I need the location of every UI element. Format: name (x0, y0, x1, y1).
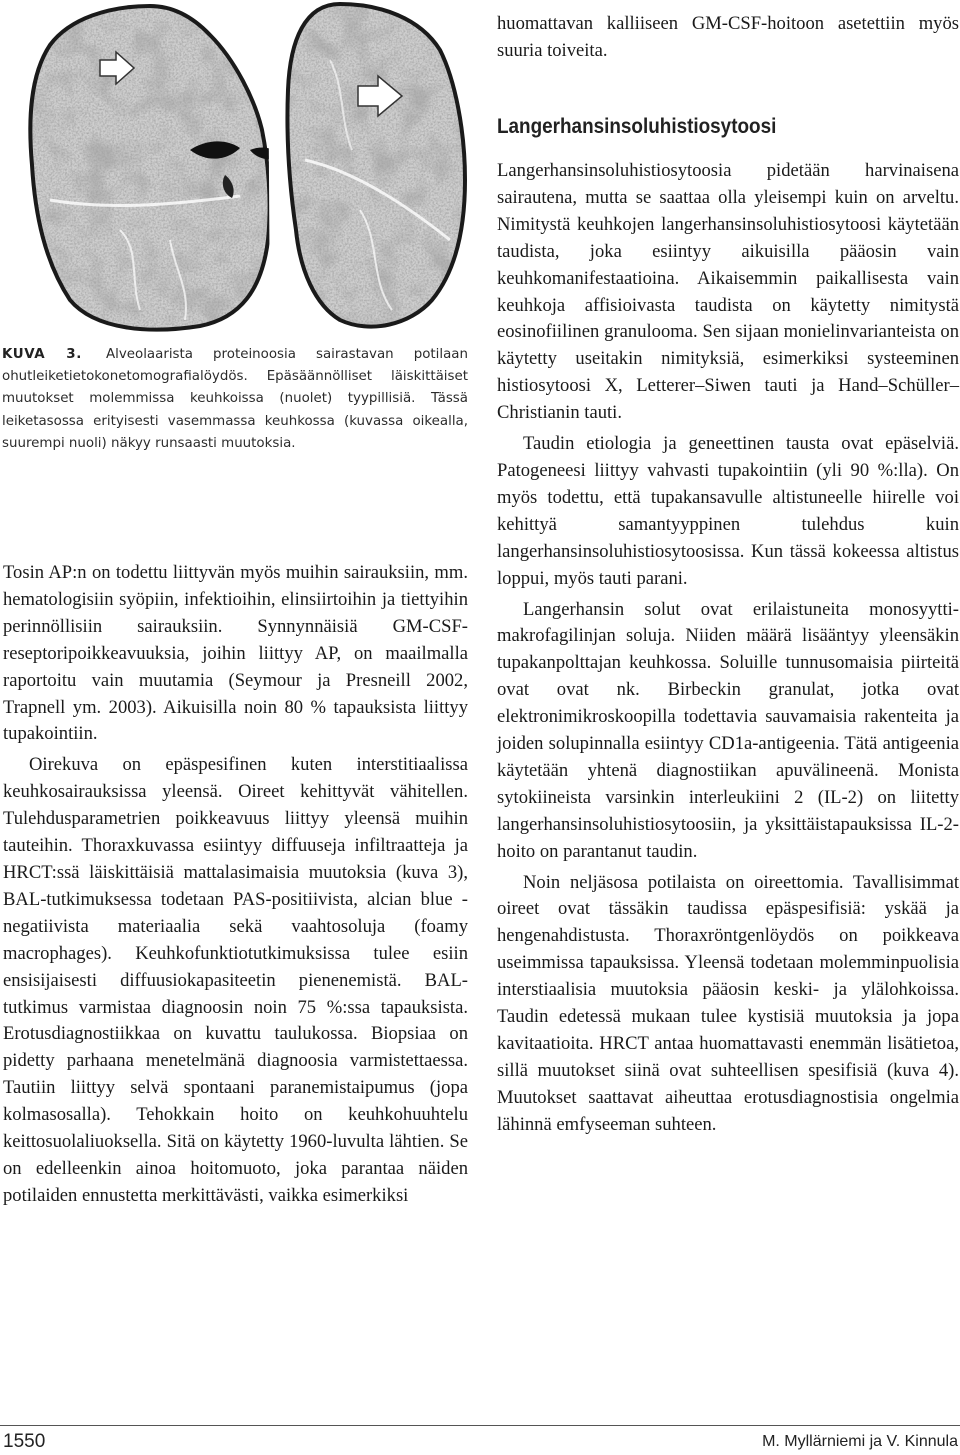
section-heading: Langerhansinsoluhistiosytoosi (497, 115, 777, 138)
page-number: 1550 (3, 1431, 46, 1452)
ct-scan-figure (0, 0, 468, 335)
body-paragraph: Langerhansinsoluhistiosytoosia pidetään harvinaisena sairautena, mutta se saattaa olla yleisempi kuin on arveltu. Nimitystä keuhkojen langerhansinsoluhistiosytoosi käytetään taudista, joka esiintyy aikuisilla pääosin vain keuhkomanifestaatioina. Aikaisemmin paikallisesta vain keuhkoja affisioivasta taudista on käytetty nimitystä eosinofiilinen granulooma. Sen sijaan monielinvarianteista on käytetty useitakin nimityksiä, esimerkiksi systeeminen histiosytoosi X, Letterer–Siwen tauti ja Hand–Schüller–Christianin tauti. (497, 160, 959, 424)
running-footer-authors: M. Myllärniemi ja V. Kinnula (762, 1433, 958, 1450)
figure-caption-text: Alveolaarista proteinoosia sairastavan potilaan ohutleiketietokonetomografialöydös. Epäsäännölliset läiskittäiset muutokset molemmissa keuhkoissa (nuolet) tyypillisiä. Tässä leiketasossa erityisesti vasemmassa keuhkossa (kuvassa oikealla, suurempi nuoli) näkyy runsaasti muutoksia. (2, 347, 468, 451)
footer-divider (0, 1425, 960, 1426)
figure-label: KUVA 3. (2, 347, 82, 362)
left-column (3, 560, 468, 1210)
body-paragraph: Oirekuva on epäspesifinen kuten interstitiaalissa keuhkosairauksissa yleensä. Oireet kehittyvät vähitellen. Tulehdusparametrien poikkeavuus liittyy yleensä muihin tauteihin. Thoraxkuvassa esiintyy diffuuseja infiltraatteja ja HRCT:ssä läiskittäisiä mattalasimaisia muutoksia (kuva 3), BAL-tutkimuksessa todetaan PAS-positiivista, alcian blue -negatiivista materiaalia sekä vaahtosoluja (foamy macrophages). Keuhkofunktiotutkimuksissa tulee esiin ensisijaisesti diffuusiokapasiteetin pienenemistä. BAL-tutkimus varmistaa diagnoosin noin 75 %:ssa tapauksista. Erotusdiagnostiikkaa on kuvattu taulukossa. Biopsiaa on pidetty parhaana menetelmänä diagnoosia varmistettaessa. Tautiin liittyy selvä spontaani paranemistaipumus (jopa kolmasosalla). Tehokkain hoito on keuhkohuuhtelu keittosuolaliuoksella. Sitä on käytetty 1960-luvulta lähtien. Se on edelleenkin ainoa hoitomuoto, joka parantaa näiden potilaiden ennustetta merkittävästi, vaikka esimerkiksi (3, 754, 468, 1206)
body-paragraph: Langerhansin solut ovat erilaistuneita monosyytti-makrofagilinjan soluja. Niiden määrä lisääntyy yleensäkin tupakanpolttajan keuhkossa. Soluille tunnusomaisia piirteitä ovat ovat nk. Birbeckin granulat, jotka ovat elektronimikroskoopilla todettavia sauvamaisia rakenteita ja joiden solupinnalla esiintyy CD1a-antigeenia. Tätä antigeenia käytetään yhtenä diagnostiikan apuvälineenä. Monista sytokiineista varsinkin interleukiini 2 (IL-2) on liitetty langerhansinsoluhistiosytoosiin, ja yksittäistapauksissa IL-2-hoito on parantanut taudin. (497, 598, 959, 862)
right-column (497, 158, 959, 1139)
body-paragraph: Tosin AP:n on todettu liittyvän myös muihin sairauksiin, mm. hematologisiin syöpiin, infektioihin, elinsiirtoihin ja tiettyihin perinnöllisiin sairauksiin. Synnynnäisiä GM-CSF-reseptoripoikkeavuuksia, joihin liittyy AP, on maailmalla raportoitu vain muutamia (Seymour ja Presneill 2002, Trapnell ym. 2003). Aikuisilla noin 80 % tapauksista liittyy tupakointiin. (3, 562, 468, 745)
lung-ct-image (0, 0, 468, 335)
right-column-continuation (497, 11, 959, 65)
body-paragraph: Noin neljäsosa potilaista on oireettomia. Tavallisimmat oireet ovat tässäkin taudissa epäspesifisiä: yskää ja hengenahdistusta. Thoraxröntgenlöydös on poikkeava useimmissa tapauksissa. Yleensä todetaan molemminpuolisia interstiaalisia muutoksia pääosin keski- ja ylälohkoissa. Taudin edetessä mukaan tulee kystisiä muutoksia ja jopa kavitaatioita. HRCT antaa huomattavasti enemmän lisätietoa, sillä muutokset siinä ovat suhteellisen spesifisiä (kuva 4). Muutokset saattavat aiheuttaa erotusdiagnostisia ongelmia lähinnä emfyseeman suhteen. (497, 871, 959, 1135)
continued-paragraph: huomattavan kalliiseen GM-CSF-hoitoon asetettiin myös suuria toiveita. (497, 13, 959, 61)
figure-caption (2, 344, 468, 455)
body-paragraph: Taudin etiologia ja geneettinen tausta ovat epäselviä. Patogeneesi liittyy vahvasti tupakointiin (yli 90 %:lla). On myös todettu, että tupakansavulle altistuneelle hiirelle voi kehittyä samantyyppinen tulehdus kuin langerhansinsoluhistiosytoosissa. Kun tässä kokeessa altistus loppui, myös tauti parani. (497, 433, 959, 589)
